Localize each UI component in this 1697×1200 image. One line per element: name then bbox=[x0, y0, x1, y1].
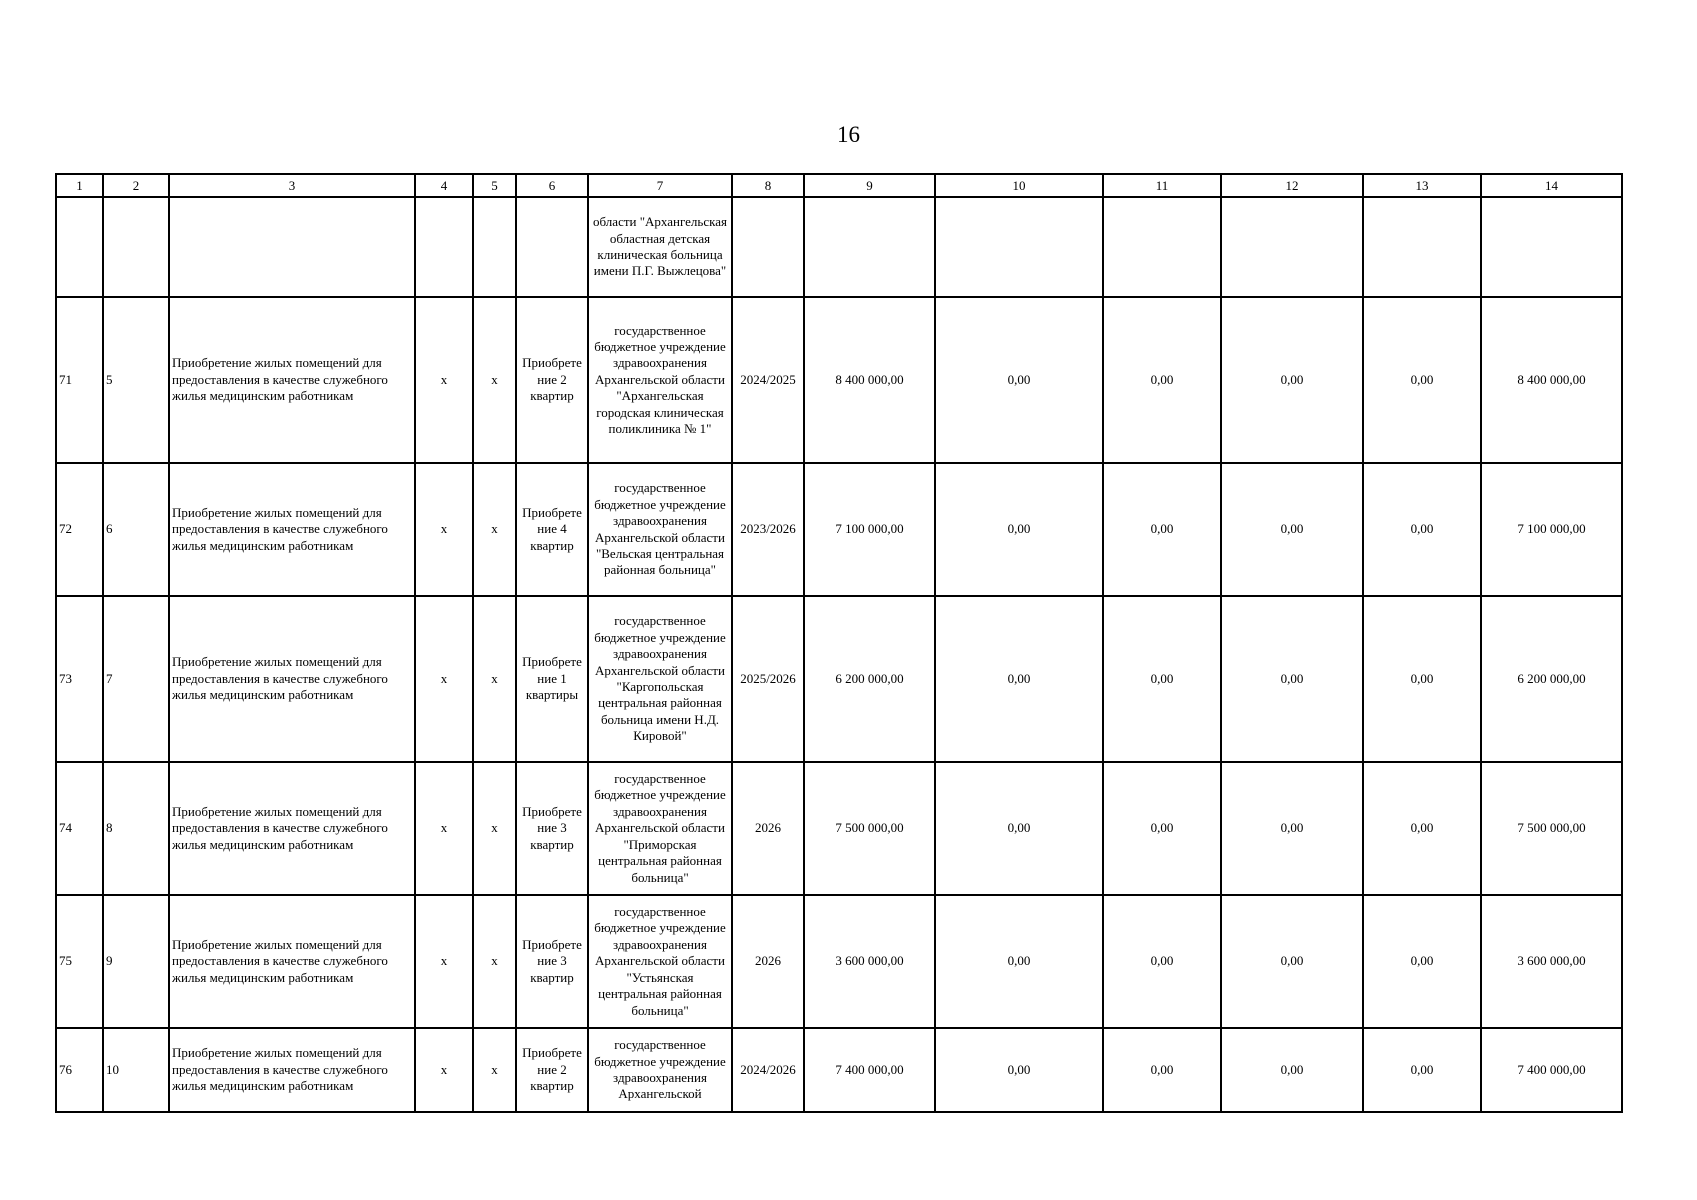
capacity-cell bbox=[516, 197, 588, 297]
item-number-cell: 9 bbox=[103, 895, 169, 1028]
column-header: 6 bbox=[516, 174, 588, 197]
item-number-cell bbox=[103, 197, 169, 297]
capacity-cell: Приобретение 3 квартир bbox=[516, 762, 588, 895]
description-cell bbox=[169, 197, 415, 297]
institution-cell: государственное бюджетное учреждение здравоохранения Архангельской области "Устьянская центральная районная больница" bbox=[588, 895, 732, 1028]
amount-cell bbox=[1103, 197, 1221, 297]
col4-cell: х bbox=[415, 895, 473, 1028]
row-index-cell bbox=[56, 197, 103, 297]
table-row bbox=[56, 596, 1622, 762]
total-amount-cell: 8 400 000,00 bbox=[1481, 297, 1622, 463]
col5-cell: х bbox=[473, 762, 516, 895]
table-row bbox=[56, 895, 1622, 1028]
table-row bbox=[56, 197, 1622, 297]
amount-cell: 0,00 bbox=[935, 1028, 1103, 1112]
item-number-cell: 8 bbox=[103, 762, 169, 895]
institution-cell: государственное бюджетное учреждение здравоохранения Архангельской области "Вельская центральная районная больница" bbox=[588, 463, 732, 596]
table-row bbox=[56, 1028, 1622, 1112]
column-header: 5 bbox=[473, 174, 516, 197]
row-index-cell: 76 bbox=[56, 1028, 103, 1112]
period-cell: 2023/2026 bbox=[732, 463, 804, 596]
row-index-cell: 72 bbox=[56, 463, 103, 596]
period-cell: 2024/2025 bbox=[732, 297, 804, 463]
column-header: 4 bbox=[415, 174, 473, 197]
amount-cell: 8 400 000,00 bbox=[804, 297, 935, 463]
period-cell: 2025/2026 bbox=[732, 596, 804, 762]
col4-cell: х bbox=[415, 762, 473, 895]
amount-cell bbox=[1221, 197, 1363, 297]
capacity-cell: Приобретение 2 квартир bbox=[516, 1028, 588, 1112]
amount-cell: 0,00 bbox=[1103, 596, 1221, 762]
period-cell: 2024/2026 bbox=[732, 1028, 804, 1112]
capacity-cell: Приобретение 4 квартир bbox=[516, 463, 588, 596]
col5-cell: х bbox=[473, 596, 516, 762]
amount-cell: 6 200 000,00 bbox=[804, 596, 935, 762]
institution-cell: государственное бюджетное учреждение здравоохранения Архангельской bbox=[588, 1028, 732, 1112]
total-amount-cell: 6 200 000,00 bbox=[1481, 596, 1622, 762]
amount-cell: 0,00 bbox=[935, 762, 1103, 895]
col4-cell: х bbox=[415, 1028, 473, 1112]
institution-cell: государственное бюджетное учреждение здравоохранения Архангельской области "Каргопольская центральная районная больница имени Н.Д. Кировой" bbox=[588, 596, 732, 762]
amount-cell: 0,00 bbox=[1221, 895, 1363, 1028]
amount-cell: 0,00 bbox=[1363, 895, 1481, 1028]
row-index-cell: 71 bbox=[56, 297, 103, 463]
total-amount-cell: 7 100 000,00 bbox=[1481, 463, 1622, 596]
amount-cell: 0,00 bbox=[1103, 297, 1221, 463]
total-amount-cell bbox=[1481, 197, 1622, 297]
amount-cell: 0,00 bbox=[1221, 297, 1363, 463]
institution-cell: области "Архангельская областная детская клиническая больница имени П.Г. Выжлецова" bbox=[588, 197, 732, 297]
amount-cell bbox=[1363, 197, 1481, 297]
column-number-header-row bbox=[56, 174, 1622, 197]
total-amount-cell: 7 400 000,00 bbox=[1481, 1028, 1622, 1112]
column-header: 1 bbox=[56, 174, 103, 197]
col4-cell: х bbox=[415, 463, 473, 596]
description-cell: Приобретение жилых помещений для предоставления в качестве служебного жилья медицинским работникам bbox=[169, 463, 415, 596]
column-header: 8 bbox=[732, 174, 804, 197]
amount-cell: 0,00 bbox=[1103, 895, 1221, 1028]
amount-cell: 0,00 bbox=[935, 463, 1103, 596]
table-row bbox=[56, 762, 1622, 895]
amount-cell: 0,00 bbox=[1363, 762, 1481, 895]
amount-cell: 7 100 000,00 bbox=[804, 463, 935, 596]
amount-cell: 0,00 bbox=[1363, 297, 1481, 463]
column-header: 12 bbox=[1221, 174, 1363, 197]
description-cell: Приобретение жилых помещений для предоставления в качестве служебного жилья медицинским работникам bbox=[169, 895, 415, 1028]
col5-cell: х bbox=[473, 895, 516, 1028]
amount-cell bbox=[804, 197, 935, 297]
amount-cell: 7 500 000,00 bbox=[804, 762, 935, 895]
item-number-cell: 10 bbox=[103, 1028, 169, 1112]
page-number: 16 bbox=[837, 122, 860, 147]
row-index-cell: 74 bbox=[56, 762, 103, 895]
period-cell: 2026 bbox=[732, 762, 804, 895]
amount-cell: 7 400 000,00 bbox=[804, 1028, 935, 1112]
total-amount-cell: 7 500 000,00 bbox=[1481, 762, 1622, 895]
amount-cell: 3 600 000,00 bbox=[804, 895, 935, 1028]
column-header: 7 bbox=[588, 174, 732, 197]
amount-cell: 0,00 bbox=[1221, 1028, 1363, 1112]
description-cell: Приобретение жилых помещений для предоставления в качестве служебного жилья медицинским работникам bbox=[169, 762, 415, 895]
col5-cell: х bbox=[473, 1028, 516, 1112]
investment-table bbox=[55, 173, 1623, 1113]
col5-cell: х bbox=[473, 463, 516, 596]
amount-cell: 0,00 bbox=[1363, 463, 1481, 596]
capacity-cell: Приобретение 1 квартиры bbox=[516, 596, 588, 762]
column-header: 11 bbox=[1103, 174, 1221, 197]
col5-cell bbox=[473, 197, 516, 297]
amount-cell: 0,00 bbox=[1103, 1028, 1221, 1112]
institution-cell: государственное бюджетное учреждение здравоохранения Архангельской области "Архангельская городская клиническая поликлиника № 1" bbox=[588, 297, 732, 463]
col4-cell bbox=[415, 197, 473, 297]
description-cell: Приобретение жилых помещений для предоставления в качестве служебного жилья медицинским работникам bbox=[169, 596, 415, 762]
amount-cell: 0,00 bbox=[1221, 762, 1363, 895]
period-cell: 2026 bbox=[732, 895, 804, 1028]
table-row bbox=[56, 463, 1622, 596]
amount-cell: 0,00 bbox=[1363, 596, 1481, 762]
amount-cell: 0,00 bbox=[935, 895, 1103, 1028]
item-number-cell: 6 bbox=[103, 463, 169, 596]
column-header: 9 bbox=[804, 174, 935, 197]
capacity-cell: Приобретение 3 квартир bbox=[516, 895, 588, 1028]
amount-cell: 0,00 bbox=[1363, 1028, 1481, 1112]
row-index-cell: 73 bbox=[56, 596, 103, 762]
amount-cell: 0,00 bbox=[935, 596, 1103, 762]
column-header: 10 bbox=[935, 174, 1103, 197]
institution-cell: государственное бюджетное учреждение здравоохранения Архангельской области "Приморская центральная районная больница" bbox=[588, 762, 732, 895]
row-index-cell: 75 bbox=[56, 895, 103, 1028]
capacity-cell: Приобретение 2 квартир bbox=[516, 297, 588, 463]
col5-cell: х bbox=[473, 297, 516, 463]
item-number-cell: 5 bbox=[103, 297, 169, 463]
amount-cell bbox=[935, 197, 1103, 297]
amount-cell: 0,00 bbox=[1103, 762, 1221, 895]
column-header: 3 bbox=[169, 174, 415, 197]
description-cell: Приобретение жилых помещений для предоставления в качестве служебного жилья медицинским работникам bbox=[169, 1028, 415, 1112]
col4-cell: х bbox=[415, 297, 473, 463]
amount-cell: 0,00 bbox=[1103, 463, 1221, 596]
item-number-cell: 7 bbox=[103, 596, 169, 762]
period-cell bbox=[732, 197, 804, 297]
column-header: 14 bbox=[1481, 174, 1622, 197]
description-cell: Приобретение жилых помещений для предоставления в качестве служебного жилья медицинским работникам bbox=[169, 297, 415, 463]
amount-cell: 0,00 bbox=[935, 297, 1103, 463]
column-header: 13 bbox=[1363, 174, 1481, 197]
amount-cell: 0,00 bbox=[1221, 463, 1363, 596]
column-header: 2 bbox=[103, 174, 169, 197]
col4-cell: х bbox=[415, 596, 473, 762]
amount-cell: 0,00 bbox=[1221, 596, 1363, 762]
total-amount-cell: 3 600 000,00 bbox=[1481, 895, 1622, 1028]
table-row bbox=[56, 297, 1622, 463]
